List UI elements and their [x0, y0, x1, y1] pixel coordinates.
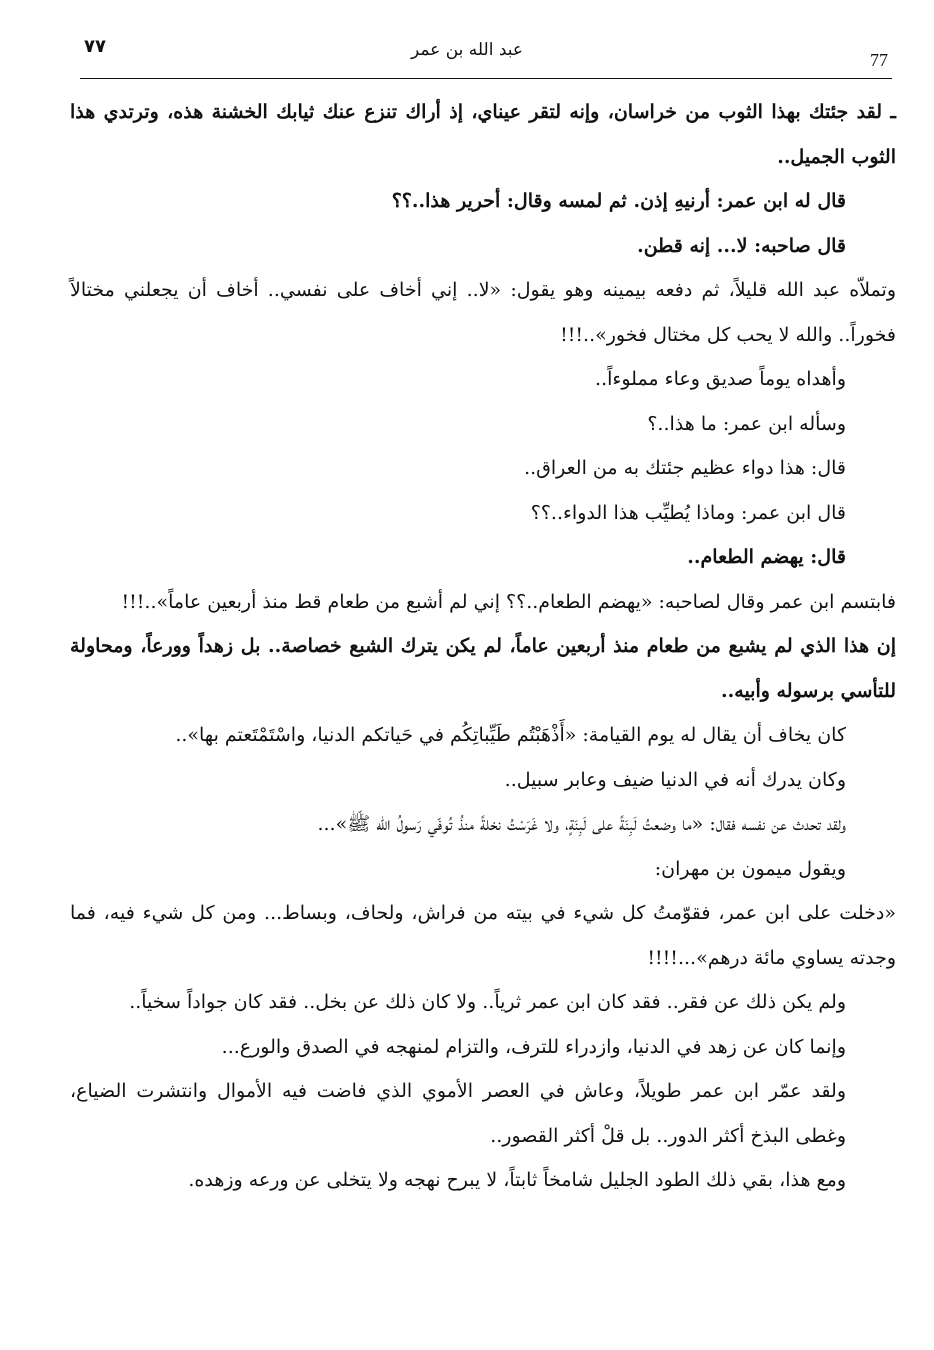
paragraph: قال صاحبه: لا... إنه قطن. [637, 234, 846, 257]
paragraph: قال: هذا دواء عظيم جئتك به من العراق.. [524, 457, 846, 479]
paragraph: كان يخاف أن يقال له يوم القيامة: «أَذْهَبْتُم طَيِّباتِكُم في حَياتكم الدنيا، واسْتَمْتَعتم بها».. [175, 724, 846, 746]
running-title: عبد الله بن عمر [410, 40, 524, 60]
paragraph: قال: يهضم الطعام.. [687, 546, 846, 568]
paragraph: ـ لقد جئتك بهذا الثوب من خراسان، وإنه لتقر عيناي، إذ أراك تنزع عنك ثيابك الخشنة هذه، وترتدي هذا الثوب الجميل.. [70, 101, 896, 168]
paragraph: ولقد تحدث عن نفسه فقال: «ما وضعتُ لَبِنَةً على لَبِنَةٍ، ولا غَرَسْتُ نخلةً منذُ تُوفّي رَسولُ الله ﷺ»... [317, 813, 846, 835]
paragraph: ولقد عمّر ابن عمر طويلاً، وعاش في العصر الأموي الذي فاضت فيه الأموال وانتشرت الضياع، وغطى البذخ أكثر الدور.. بل قلْ أكثر القصور.. [70, 1080, 846, 1147]
paragraph: ولم يكن ذلك عن فقر.. فقد كان ابن عمر ثرياً.. ولا كان ذلك عن بخل.. فقد كان جواداً سخياً.. [129, 991, 846, 1013]
paragraph: «دخلت على ابن عمر، فقوّمتُ كل شيء في بيته من فراش، ولحاف، وبساط... ومن كل شيء فيه، فما وجدته يساوي مائة درهم»...!!!! [70, 902, 896, 969]
paragraph: قال له ابن عمر: أرنيهِ إذن. ثم لمسه وقال: أحرير هذا..؟؟ [391, 190, 846, 212]
page-body [70, 90, 896, 1203]
page-number: 77 [870, 50, 888, 70]
paragraph: ويقول ميمون بن مهران: [654, 857, 846, 880]
paragraph: إن هذا الذي لم يشبع من طعام منذ أربعين عاماً، لم يكن يترك الشبع خصاصة.. بل زهداً وورعاً، ومحاولة للتأسي برسوله وأبيه.. [70, 635, 896, 702]
paragraph: قال ابن عمر: وماذا يُطيِّب هذا الدواء..؟؟ [530, 501, 846, 524]
page-number-arabic: ٧٧ [84, 36, 106, 57]
paragraph: وإنما كان عن زهد في الدنيا، وازدراء للترف، والتزام لمنهجه في الصدق والورع... [221, 1035, 846, 1058]
paragraph: وسأله ابن عمر: ما هذا..؟ [647, 412, 846, 435]
paragraph: فابتسم ابن عمر وقال لصاحبه: «يهضم الطعام..؟؟ إني لم أشبع من طعام قط منذ أربعين عاماً»..!!! [121, 590, 896, 613]
paragraph: وأهداه يوماً صديق وعاء مملوءاً.. [595, 368, 846, 390]
paragraph: ومع هذا، بقي ذلك الطود الجليل شامخاً ثابتاً، لا يبرح نهجه ولا يتخلى عن ورعه وزهده. [188, 1169, 846, 1191]
paragraph: وتملاّه عبد الله قليلاً، ثم دفعه بيمينه وهو يقول: «لا.. إني أخاف على نفسي.. أخاف أن يجعلني مختالاً فخوراً.. والله لا يحب كل مختال فخور»..!!! [70, 279, 896, 346]
header-rule [80, 78, 892, 79]
paragraph: وكان يدرك أنه في الدنيا ضيف وعابر سبيل.. [504, 768, 846, 791]
